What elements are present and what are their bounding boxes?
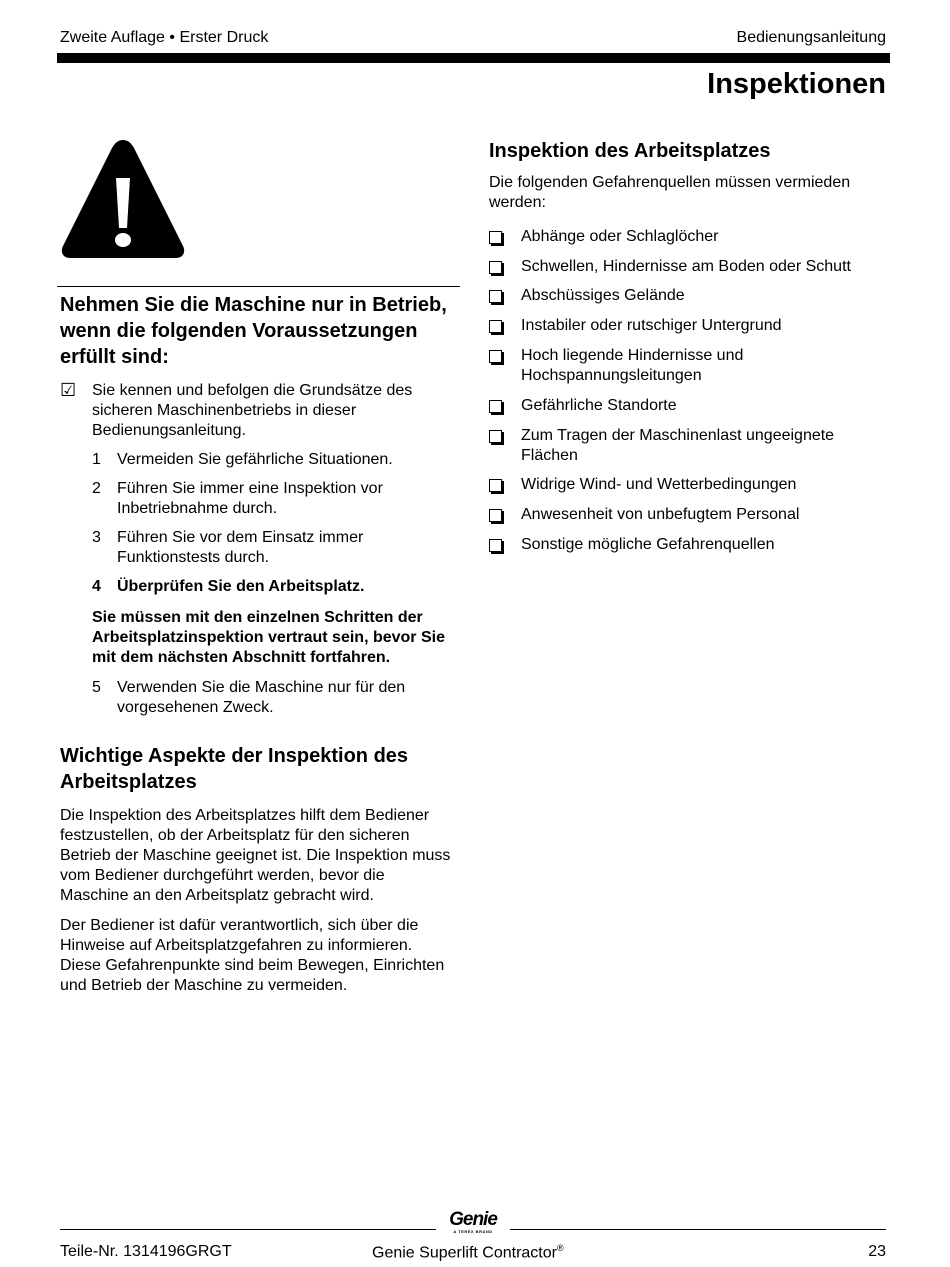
step-number: 3 bbox=[92, 529, 101, 546]
step-text: Führen Sie vor dem Einsatz immer Funktionstests durch. bbox=[117, 529, 364, 566]
requirements-heading: Nehmen Sie die Maschine nur in Betrieb, wenn die folgenden Voraussetzungen erfüllt sind: bbox=[60, 294, 447, 368]
checkbox-empty-icon bbox=[489, 261, 502, 274]
section-divider bbox=[57, 286, 460, 287]
hazard-text: Zum Tragen der Maschinenlast ungeeignete Flächen bbox=[521, 427, 835, 464]
checkbox-empty-icon bbox=[489, 231, 502, 244]
checkbox-empty-icon bbox=[489, 290, 502, 303]
hazard-text: Sonstige mögliche Gefahrenquellen bbox=[521, 536, 775, 553]
edition-label: Zweite Auflage • Erster Druck bbox=[60, 29, 269, 46]
hazard-text: Abschüssiges Gelände bbox=[521, 287, 685, 304]
step-number: 4 bbox=[92, 578, 101, 595]
inspection-heading: Inspektion des Arbeitsplatzes bbox=[489, 140, 771, 162]
part-number: Teile-Nr. 1314196GRGT bbox=[60, 1243, 232, 1260]
page-number: 23 bbox=[868, 1243, 886, 1260]
logo-tagline: A TEREX BRAND bbox=[453, 1229, 493, 1234]
checkbox-empty-icon bbox=[489, 400, 502, 413]
step-text: Überprüfen Sie den Arbeitsplatz. bbox=[117, 578, 365, 595]
hazard-text: Widrige Wind- und Wetterbedingungen bbox=[521, 476, 797, 493]
step-number: 2 bbox=[92, 480, 101, 497]
footer-rule bbox=[510, 1229, 886, 1230]
product-name-text: Genie Superlift Contractor bbox=[372, 1244, 557, 1262]
header-rule bbox=[57, 53, 890, 63]
checkbox-empty-icon bbox=[489, 320, 502, 333]
aspects-heading: Wichtige Aspekte der Inspektion des Arbeitsplatzes bbox=[60, 745, 409, 793]
document-type-label: Bedienungsanleitung bbox=[736, 29, 886, 46]
registered-mark: ® bbox=[556, 1243, 564, 1253]
aspects-paragraph: Der Bediener ist dafür verantwortlich, sich über die Hinweise auf Arbeitsplatzgefahren zu informieren. Diese Gefahrenpunkte sind beim Bewegen, Einrichten und Betrieb der Maschine zu vermeiden. bbox=[60, 917, 445, 994]
aspects-paragraph: Die Inspektion des Arbeitsplatzes hilft dem Bediener festzustellen, ob der Arbeitsplatz für den sicheren Betrieb der Maschine geeignet ist. Die Inspektion muss vom Bediener durchgeführt werden, bevor die Maschine an den Arbeitsplatz gebracht wird. bbox=[60, 807, 451, 904]
step-text: Vermeiden Sie gefährliche Situationen. bbox=[117, 451, 393, 468]
checkbox-checked-icon: ☑ bbox=[60, 380, 77, 400]
inspection-intro: Die folgenden Gefahrenquellen müssen vermieden werden: bbox=[489, 174, 851, 211]
checkbox-empty-icon bbox=[489, 350, 502, 363]
checkbox-empty-icon bbox=[489, 430, 502, 443]
hazard-text: Instabiler oder rutschiger Untergrund bbox=[521, 317, 782, 334]
requirements-check-text: Sie kennen und befolgen die Grundsätze des sicheren Maschinenbetriebs in dieser Bedienungsanleitung. bbox=[92, 382, 413, 439]
checkbox-empty-icon bbox=[489, 539, 502, 552]
hazard-text: Gefährliche Standorte bbox=[521, 397, 677, 414]
footer-rule bbox=[60, 1229, 436, 1230]
step-text: Führen Sie immer eine Inspektion vor Inbetriebnahme durch. bbox=[117, 480, 383, 517]
step-note: Sie müssen mit den einzelnen Schritten der Arbeitsplatzinspektion vertraut sein, bevor Sie mit dem nächsten Abschnitt fortfahren. bbox=[92, 609, 445, 666]
hazard-text: Abhänge oder Schlaglöcher bbox=[521, 228, 719, 245]
step-text: Verwenden Sie die Maschine nur für den vorgesehenen Zweck. bbox=[117, 679, 406, 716]
step-number: 5 bbox=[92, 679, 101, 696]
step-number: 1 bbox=[92, 451, 101, 468]
checkbox-empty-icon bbox=[489, 479, 502, 492]
checkbox-empty-icon bbox=[489, 509, 502, 522]
genie-logo bbox=[440, 1210, 506, 1238]
page-title: Inspektionen bbox=[707, 68, 886, 100]
hazard-text: Anwesenheit von unbefugtem Personal bbox=[521, 506, 800, 523]
hazard-text: Schwellen, Hindernisse am Boden oder Schutt bbox=[521, 258, 851, 275]
logo-wordmark: Genie bbox=[449, 1209, 497, 1230]
warning-triangle-icon bbox=[60, 136, 186, 260]
hazard-text: Hoch liegende Hindernisse und Hochspannungsleitungen bbox=[521, 347, 744, 384]
product-name bbox=[372, 1243, 564, 1262]
